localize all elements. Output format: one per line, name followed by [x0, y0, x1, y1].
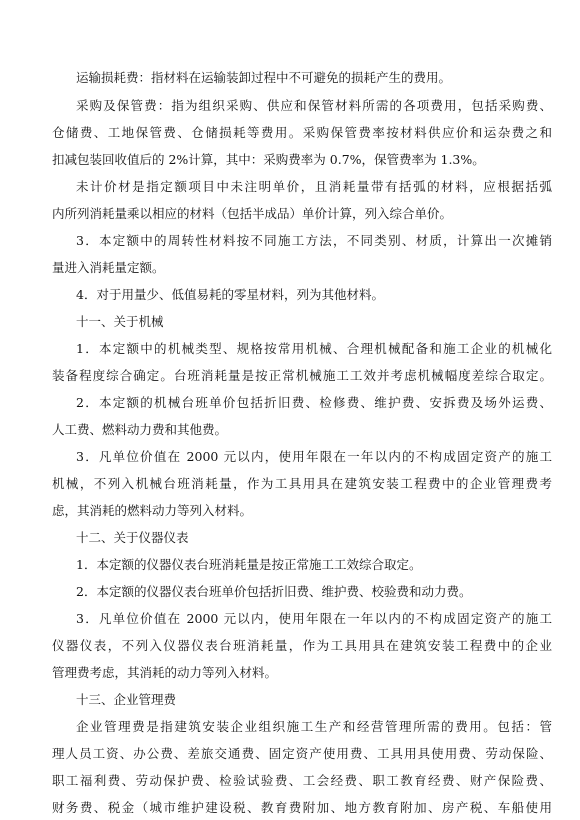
- text-line: 职工福利费、劳动保护费、检验试验费、工会经费、职工教育经费、财产保险费、: [52, 773, 552, 788]
- text-line: 运输损耗费：指材料在运输装卸过程中不可避免的损耗产生的费用。: [76, 70, 452, 85]
- text-line: 仓储费、工地保管费、仓储损耗等费用。采购保管费率按材料供应价和运杂费之和: [52, 125, 552, 140]
- text-line: 2．本定额的仪器仪表台班单价包括折旧费、维护费、校验费和动力费。: [76, 584, 472, 599]
- text-line: 人工费、燃料动力费和其他费。: [52, 422, 228, 437]
- text-line: 理人员工资、办公费、差旅交通费、固定资产使用费、工具用具使用费、劳动保险、: [52, 746, 552, 761]
- text-line: 虑，其消耗的燃料动力等列入材料。: [52, 503, 253, 518]
- section-heading: 十一、关于机械: [76, 314, 164, 329]
- text-line: 2．本定额的机械台班单价包括折旧费、检修费、维护费、安拆费及场外运费、: [76, 395, 552, 410]
- text-line: 1．本定额中的机械类型、规格按常用机械、合理机械配备和施工企业的机械化: [76, 341, 552, 356]
- text-line: 仪器仪表，不列入仪器仪表台班消耗量，作为工具用具在建筑安装工程费中的企业: [52, 638, 552, 653]
- text-line: 机械，不列入机械台班消耗量，作为工具用具在建筑安装工程费中的企业管理费考: [52, 476, 552, 491]
- text-line: 扣减包装回收值后的 2%计算，其中：采购费率为 0.7%，保管费率为 1.3%。: [52, 152, 485, 167]
- text-line: 3．本定额中的周转性材料按不同施工方法，不同类别、材质，计算出一次摊销: [76, 233, 552, 248]
- text-line: 企业管理费是指建筑安装企业组织施工生产和经营管理所需的费用。包括：管: [76, 719, 552, 734]
- text-line: 内所列消耗量乘以相应的材料（包括半成品）单价计算，列入综合单价。: [52, 206, 453, 221]
- section-heading: 十三、企业管理费: [76, 692, 177, 707]
- text-line: 管理费考虑，其消耗的动力等列入材料。: [52, 665, 278, 680]
- text-line: 3．凡单位价值在 2000 元以内，使用年限在一年以内的不构成固定资产的施工: [76, 449, 552, 464]
- text-line: 采购及保管费：指为组织采购、供应和保管材料所需的各项费用，包括采购费、: [76, 98, 552, 113]
- text-line: 未计价材是指定额项目中未注明单价，且消耗量带有括弧的材料，应根据括弧: [76, 179, 552, 194]
- text-line: 1．本定额的仪器仪表台班消耗量是按正常施工工效综合取定。: [76, 557, 422, 572]
- text-line: 3．凡单位价值在 2000 元以内，使用年限在一年以内的不构成固定资产的施工: [76, 611, 552, 626]
- section-heading: 十二、关于仪器仪表: [76, 530, 189, 545]
- text-line: 4．对于用量少、低值易耗的零星材料，列为其他材料。: [76, 287, 384, 302]
- text-line: 装备程度综合确定。台班消耗量是按正常机械施工工效并考虑机械幅度差综合取定。: [52, 368, 552, 383]
- text-line: 财务费、税金（城市维护建设税、教育费附加、地方教育附加、房产税、车船使用: [52, 800, 552, 815]
- text-line: 量进入消耗量定额。: [52, 260, 165, 275]
